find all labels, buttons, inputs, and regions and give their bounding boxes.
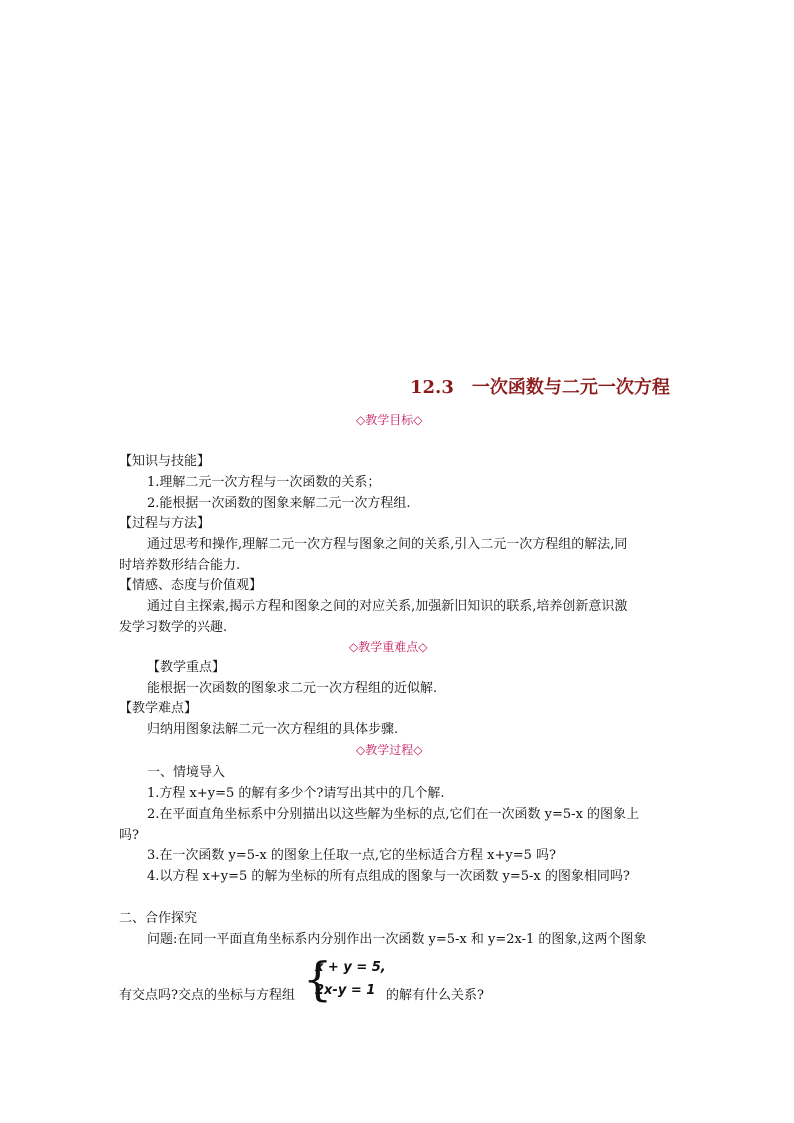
key-difficult-heading: ◇教学重难点◇ (349, 640, 428, 654)
question-2-line-1: 2.在平面直角坐标系中分别描出以这些解为坐标的点,它们在一次函数 y=5-x 的图象上 (147, 807, 640, 822)
objectives-heading: ◇教学目标◇ (356, 413, 423, 427)
knowledge-item-2: 2.能根据一次函数的图象来解二元一次方程组. (147, 496, 411, 511)
problem-line-1: 问题:在同一平面直角坐标系内分别作出一次函数 y=5-x 和 y=2x-1 的图象,这两个图象 (147, 932, 647, 947)
process-text-line-1: 通过思考和操作,理解二元一次方程与图象之间的关系,引入二元一次方程组的解法,同 (147, 537, 628, 552)
system-equation-2: 2x-y = 1 (315, 983, 376, 998)
difficulty-text: 归纳用图象法解二元一次方程组的具体步骤. (147, 722, 399, 737)
emotion-text-line-1: 通过自主探索,揭示方程和图象之间的对应关系,加强新旧知识的联系,培养创新意识激 (147, 599, 628, 614)
system-equation-1: x + y = 5, (315, 960, 386, 975)
problem-line-2-after: 的解有什么关系? (386, 988, 484, 1003)
process-heading: 【过程与方法】 (119, 516, 211, 531)
focus-heading: 【教学重点】 (147, 660, 226, 675)
question-1: 1.方程 x+y=5 的解有多少个?请写出其中的几个解. (147, 786, 445, 801)
part1-heading: 一、情境导入 (147, 765, 226, 780)
difficulty-heading: 【教学难点】 (119, 701, 198, 716)
question-3: 3.在一次函数 y=5-x 的图象上任取一点,它的坐标适合方程 x+y=5 吗? (147, 848, 556, 863)
emotion-heading: 【情感、态度与价值观】 (119, 578, 263, 593)
problem-line-2-before: 有交点吗?交点的坐标与方程组 (119, 988, 295, 1003)
procedure-heading: ◇教学过程◇ (356, 743, 423, 757)
part2-heading: 二、合作探究 (119, 911, 198, 926)
question-2-line-2: 吗? (119, 828, 139, 843)
document-title: 12.3 一次函数与二元一次方程 (410, 377, 670, 398)
focus-text: 能根据一次函数的图象求二元一次方程组的近似解. (147, 681, 438, 696)
knowledge-item-1: 1.理解二元一次方程与一次函数的关系； (147, 475, 381, 490)
emotion-text-line-2: 发学习数学的兴趣. (119, 620, 228, 635)
knowledge-heading: 【知识与技能】 (119, 454, 211, 469)
question-4: 4.以方程 x+y=5 的解为坐标的所有点组成的图象与一次函数 y=5-x 的图象相同吗? (147, 869, 630, 884)
equation-system-brace: { (303, 952, 333, 1006)
process-text-line-2: 时培养数形结合能力. (119, 558, 241, 573)
